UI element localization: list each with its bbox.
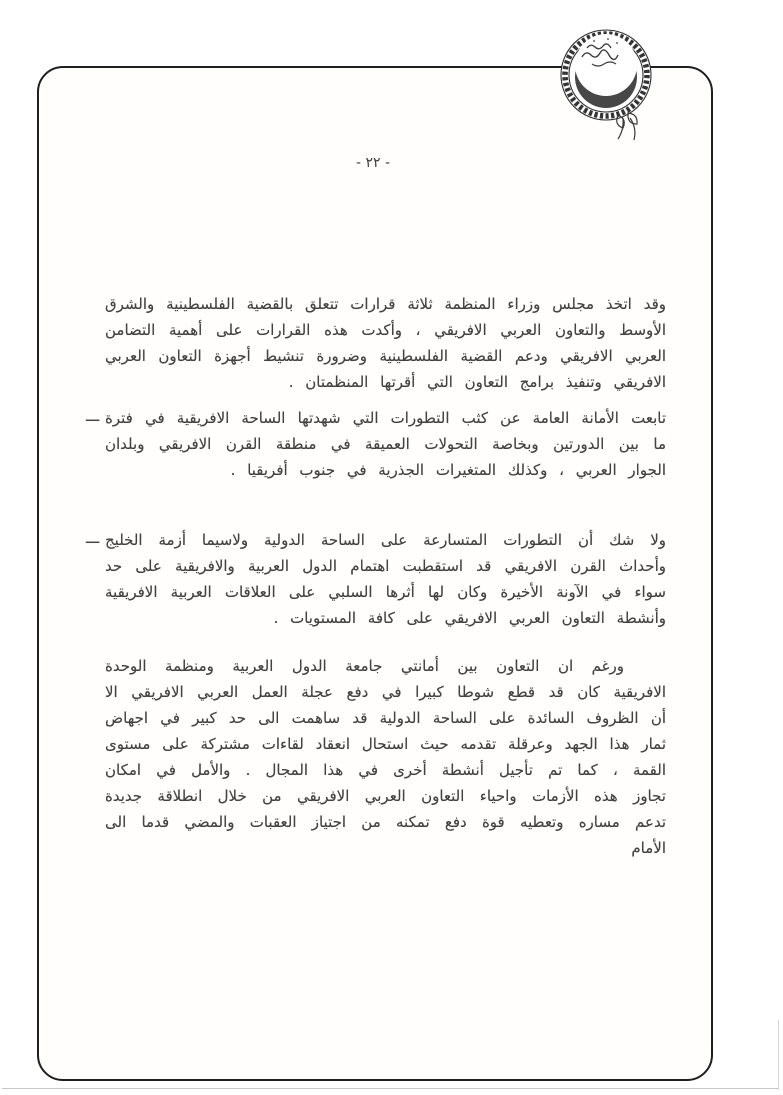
list-dash-marker: ـــ — [86, 407, 100, 425]
paragraph-text: وقد اتخذ مجلس وزراء المنظمة ثلاثة قرارات تتعلق بالقضية الفلسطينية والشرق الأوسط والتعاون العربي الافريقي ، وأكدت هذه القرارات على أهمية التضامن العربي الافريقي ودعم القضية الفلسطينية وضرورة تنشيط أجهزة التعاون العربي الافريقي وتنفيذ برامج التعاون التي أقرتها المنظمتان . — [105, 295, 666, 391]
arab-league-emblem-icon — [556, 25, 656, 143]
document-body — [86, 291, 666, 861]
paragraph-text: تابعت الأمانة العامة عن كثب التطورات التي شهدتها الساحة الافريقية في فترة ما بين الدورتين وبخاصة التحولات العميقة في منطقة القرن الافريقي وبلدان الجوار العربي ، وكذلك المتغيرات الجذرية في جنوب أفريقيا . — [105, 409, 666, 479]
list-dash-marker: ـــ — [86, 529, 100, 547]
emblem-graphic — [556, 25, 656, 143]
paragraph — [105, 653, 666, 861]
paragraph-text: ولا شك أن التطورات المتسارعة على الساحة الدولية ولاسيما أزمة الخليج وأحداث القرن الافريقي قد استقطبت اهتمام الدول العربية والافريقية على حد سواء في الآونة الأخيرة وكان لها أثرها السلبي على العلاقات العربية الافريقية وأنشطة التعاون العربي الافريقي على كافة المستويات . — [105, 531, 666, 627]
scan-artifact-line — [2, 1088, 778, 1089]
page-number: - ٢٢ - — [355, 155, 391, 171]
scan-artifact-edge — [778, 1020, 779, 1090]
emblem-crescent — [575, 34, 637, 108]
paragraph — [86, 405, 666, 483]
paragraph — [105, 291, 666, 395]
paragraph-text: ورغم ان التعاون بين أمانتي جامعة الدول العربية ومنظمة الوحدة الافريقية كان قد قطع شوطا كبيرا في دفع عجلة العمل العربي الافريقي الا أن الظروف السائدة على الساحة الدولية قد ساهمت الى حد كبير في اجهاض ثمار هذا الجهد وعرقلة تقدمه حيث استحال انعقاد لقاءات مشتركة على مستوى القمة ، كما تم تأجيل أنشطة أخرى في هذا المجال . والأمل في امكان تجاوز هذه الأزمات واحياء التعاون العربي الافريقي من خلال انطلاقة جديدة تدعم مساره وتعطيه قوة دفع تمكنه من اجتياز العقبات والمضي قدما الى الأمام — [105, 657, 666, 857]
paragraph — [86, 527, 666, 631]
